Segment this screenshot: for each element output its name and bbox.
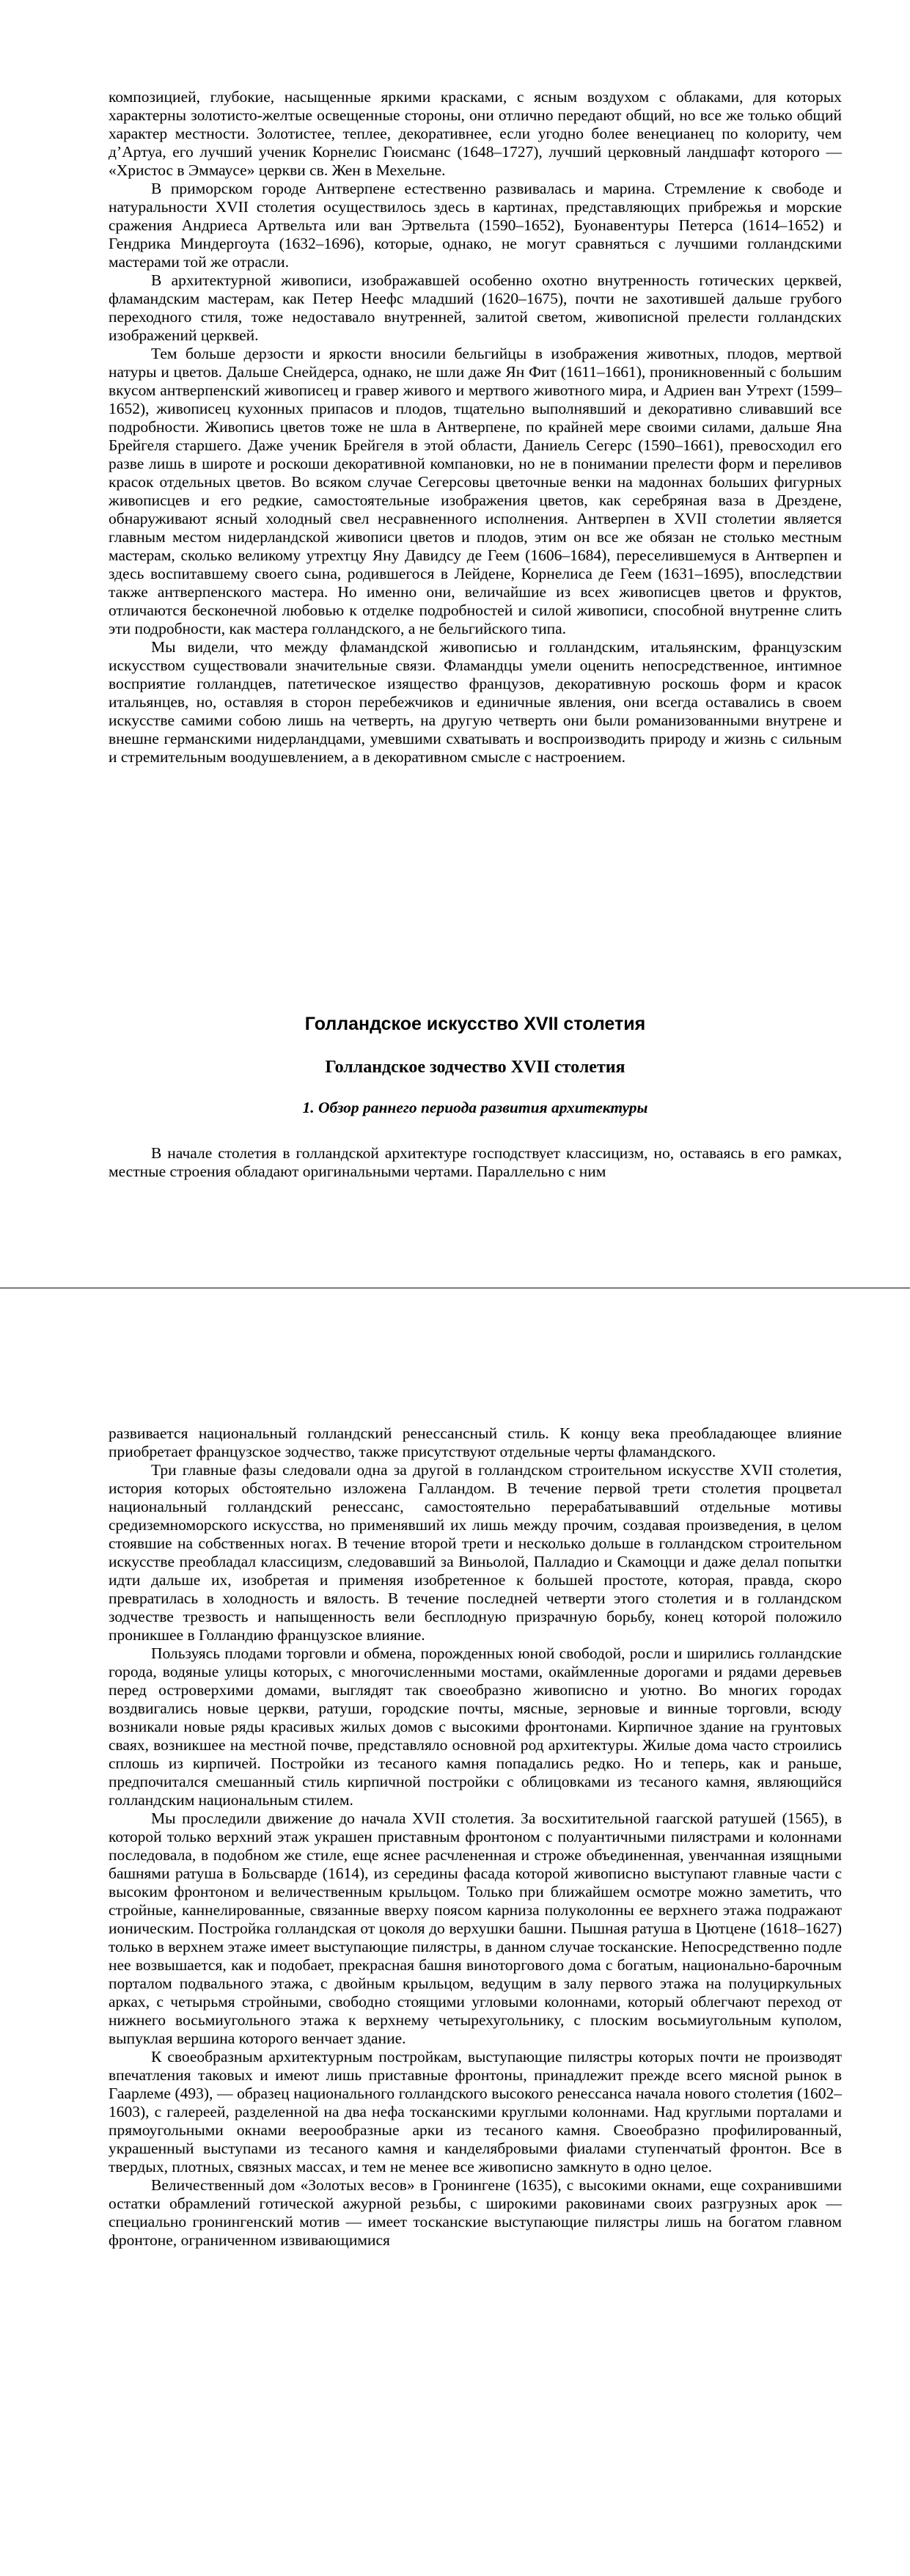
paragraph: В начале столетия в голландской архитектуре господствует классицизм, но, оставаясь в его рамках, местные строения обладают оригинальными чертами. Параллельно с ним	[109, 1144, 842, 1180]
paragraph: Величественный дом «Золотых весов» в Гронингене (1635), с высокими окнами, еще сохранившими остатки обрамлений готической ажурной резьбы, с широкими раковинами своих разгрузных арок — специально гронингенский мотив — имеет тосканские выступающие пилястры лишь на богатом главном фронтоне, ограниченном извивающимися	[109, 2176, 842, 2249]
paragraph: развивается национальный голландский ренессансный стиль. К концу века преобладающее влияние приобретает французское зодчество, также присутствуют отдельные черты фламандского.	[109, 1424, 842, 1460]
paragraph: Три главные фазы следовали одна за другой в голландском строительном искусстве XVII столетия, история которых обстоятельно изложена Галландом. В течение первой трети столетия процветал национальный голландский ренессанс, самостоятельно перерабатывавший отдельные мотивы средиземноморского искусства, но применявший их лишь между прочим, создавая произведения, в целом стоявшие на собственных ногах. В течение второй трети и несколько дольше в голландском строительном искусстве преобладал классицизм, следовавший за Виньолой, Палладио и Скамоцци и даже делал попытки идти дальше их, изобретая и применяя изобретенное к большей простоте, которая, правда, скоро превратилась в холодность и вялость. В течение последней четверти этого столетия и в голландском зодчестве трезвость и напыщенность вели бесплодную призрачную борьбу, конец которой положило проникшее в Голландию французское влияние.	[109, 1461, 842, 1644]
paragraph: В приморском городе Антверпене естественно развивалась и марина. Стремление к свободе и натуральности XVII столетия осуществилось здесь в картинах, представляющих прибрежья и морские сражения Андриеса Артвельта или ван Эртвельта (1590–1652), Буонавентуры Петерса (1614–1652) и Гендрика Миндергоута (1632–1696), которые, однако, не могут сравняться с лучшими голландскими мастерами той же отрасли.	[109, 180, 842, 271]
page-1	[0, 0, 910, 1287]
paragraph: В архитектурной живописи, изображавшей особенно охотно внутренность готических церквей, фламандским мастерам, как Петер Неефс младший (1620–1675), почти не захотившей дальше грубого переходного стиля, тоже недоставало внутренней, залитой светом, живописной прелести голландских изображений церквей.	[109, 271, 842, 344]
paragraph: Мы видели, что между фламандской живописью и голландским, итальянским, французским искусством существовали значительные связи. Фламандцы умели оценить непосредственное, интимное восприятие голландцев, патетическое изящество французов, декоративную роскошь форм и красок итальянцев, но, оставляя в сторон перебежчиков и единичные явления, они всегда оставались в своем искусстве самими собою лишь на четверть, на другую четверть они были романизованными внутрене и внешне германскими нидерландцами, умевшими схватывать и воспроизводить природу и жизнь с сильным и стремительным воодушевлением, а в декоративном смысле с настроением.	[109, 638, 842, 766]
page-1-tail	[109, 1144, 842, 1181]
paragraph: Тем больше дерзости и яркости вносили бельгийцы в изображения животных, плодов, мертвой натуры и цветов. Дальше Снейдерса, однако, не шли даже Ян Фит (1611–1661), проникновенный с большим вкусом антверпенский живописец и гравер живого и мертвого животного мира, и Адриен ван Утрехт (1599–1652), живописец кухонных припасов и плодов, тщательно выполнявший и декоративно сливавший все подробности. Живопись цветов тоже не шла в Антверпене, по крайней мере своими силами, дальше Яна Брейгеля старшего. Даже ученик Брейгеля в этой области, Даниель Сегерс (1590–1661), превосходил его разве лишь в широте и роскоши декоративной компановки, но не в понимании прелести форм и переливов красок отдельных цветов. Во всяком случае Сегерсовы цветочные венки на мадоннах больших фигурных живописцев и его редкие, самостоятельные изображения цветов, как серебряная ваза в Дрездене, обнаруживают ясный холодный свел несравненного исполнения. Антверпен в XVII столетии является главным местом нидерландской живописи цветов и плодов, этим он все же обязан не столько местным мастерам, сколько великому утрехтцу Яну Давидсу де Геем (1606–1684), переселившемуся в Антверпен и здесь воспитавшему своего сына, родившегося в Лейдене, Корнелиса де Геем (1631–1695), впоследствии также антверпенского мастера. Но именно они, величайшие из всех живописцев цветов и фруктов, отличаются бесконечной любовью к отделке подробностей и силой живописи, способной внутренне слить эти подробности, как мастера голландского, а не бельгийского типа.	[109, 345, 842, 637]
subsection-heading: 1. Обзор раннего периода развития архитектуры	[302, 1099, 648, 1116]
paragraph: композицией, глубокие, насыщенные яркими красками, с ясным воздухом с облаками, для которых характерны золотисто-желтые освещенные стороны, они отлично передают общий, но все же только общий характер местности. Золотистее, теплее, декоративнее, если угодно более венецианец по колориту, чем д’Артуа, его лучший ученик Корнелис Гюисманс (1648–1727), лучший церковный ландшафт которого — «Христос в Эммаусе» церкви св. Жен в Мехельне.	[109, 88, 842, 179]
chapter-heading: Голландское искусство XVII столетия	[304, 1014, 646, 1034]
paragraph: К своеобразным архитектурным постройкам, выступающие пилястры которых почти не производят впечатления таковых и имеют лишь приставные фронтоны, принадлежит прежде всего мясной рынок в Гаарлеме (493), — образец национального голландского высокого ренессанса начала нового столетия (1602–1603), с галереей, разделенной на два нефа тосканскими круглыми колоннами. Над круглыми порталами и прямоугольными окнами веерообразные арки из тесаного камня. Своеобразно профилированный, украшенный выступами из тесаного камня и канделябровыми фиалами ступенчатый фронтон. Все в твердых, плотных, связных массах, и тем не менее все живописно замкнуто в одно целое.	[109, 2048, 842, 2176]
page-1-body	[109, 88, 842, 766]
section-heading: Голландское зодчество XVII столетия	[325, 1058, 625, 1077]
page-2-body	[109, 1424, 842, 2250]
paragraph: Мы проследили движение до начала XVII столетия. За восхитительной гаагской ратушей (1565), в которой только верхний этаж украшен приставным фронтоном с полуантичными пилястрами и колоннами последовала, в подобном же стиле, еще яснее расчлененная и строже объединенная, увенчанная изящными башнями ратуша в Больсварде (1614), из середины фасада которой живописно выступают главные части с высоким фронтоном и величественным крыльцом. Только при ближайшем осмотре можно заметить, что стройные, каннелированные, связанные вверху поясом карниза полуколонны ее верхнего этажа подражают ионическим. Постройка голландская от цоколя до верхушки башни. Пышная ратуша в Цютцене (1618–1627) только в верхнем этаже имеет выступающие пилястры, в данном случае тосканские. Непосредственно подле нее возвышается, как и подобает, прекрасная башня виноторгового дома с богатым, национально-барочным порталом подвального этажа, с двойным крыльцом, ведущим в залу первого этажа на полуциркульных арках, с четырьмя стройными, свободно стоящими угловыми колоннами, который облегчают переход от нижнего восьмиугольного этажа к верхнему четырехугольнику, с плоским восьмиугольным куполом, выпуклая вершина которого венчает здание.	[109, 1810, 842, 2047]
paragraph: Пользуясь плодами торговли и обмена, порожденных юной свободой, росли и ширились голландские города, водяные улицы которых, с многочисленными мостами, окаймленные дорогами и рядами деревьев перед островерхими домами, выглядят так своеобразно живописно и уютно. Во многих городах воздвигались новые церкви, ратуши, городские почты, мясные, зерновые и винные торговли, всюду возникали новые ряды красивых жилых домов с высокими фронтонами. Кирпичное здание на грунтовых сваях, возникшее на местной почве, представляло основной род архитектуры. Жилые дома часто строились сплошь из кирпичей. Постройки из тесаного камня попадались редко. Но и теперь, как и раньше, предпочитался смешанный стиль кирпичной постройки с облицовками из тесаного камня, являющийся голландским национальным стилем.	[109, 1644, 842, 1809]
